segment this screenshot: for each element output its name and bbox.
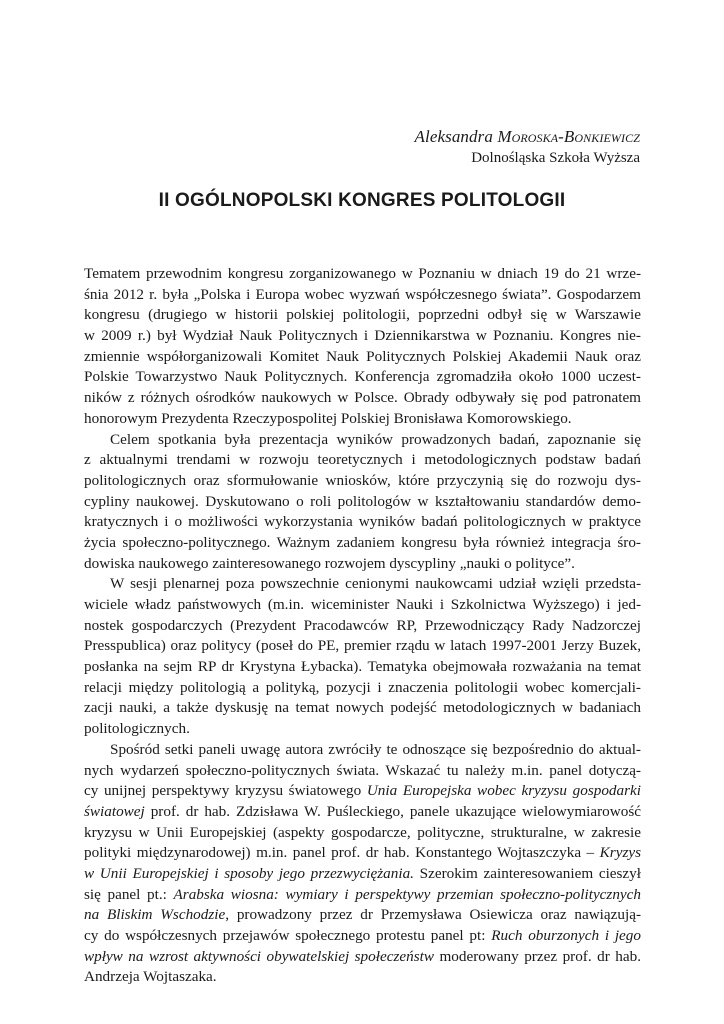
text-line <box>84 698 641 719</box>
text-line <box>84 430 641 451</box>
text-line <box>84 636 641 657</box>
text-segment: Andrzeja Wojtaszaka. <box>84 968 217 986</box>
italic-text: Arabska wiosna: wymiary i perspektywy przemian społeczno-politycznych <box>173 885 641 903</box>
paragraph <box>84 740 641 988</box>
text-segment: śnia 2012 r. była „Polska i Europa wobec wyzwań współczesnego świata”. Gospodarzem <box>84 285 641 303</box>
text-segment: kratycznych i o możliwości wykorzystania wyników badań politologicznych w praktyce <box>84 513 641 531</box>
text-line <box>84 305 641 326</box>
text-line <box>84 781 641 802</box>
text-segment: kryzysu w Unii Europejskiej (aspekty gospodarcze, polityczne, strukturalne, w zakresie <box>84 823 641 841</box>
text-segment: moderowany przez prof. dr hab. <box>433 947 641 965</box>
text-segment: zacji nauki, a także dyskusję na temat nowych podejść metodologicznych w badaniach <box>84 699 641 717</box>
text-segment: politologicznych oraz sformułowanie wniosków, które przyczynią się do rozwoju dys- <box>84 471 641 489</box>
italic-text: światowej <box>84 802 145 820</box>
text-line <box>84 926 641 947</box>
text-segment: się panel pt.: <box>84 885 174 903</box>
text-segment: polityki międzynarodowej) m.in. panel prof. dr hab. Konstantego Wojtaszczyka – <box>84 844 600 862</box>
author-affiliation: Dolnośląska Szkoła Wyższa <box>471 150 640 166</box>
text-line <box>84 595 641 616</box>
text-line <box>84 492 641 513</box>
text-line <box>84 554 641 575</box>
text-line <box>84 947 641 968</box>
text-line <box>84 512 641 533</box>
text-line <box>84 409 641 430</box>
text-segment: Tematem przewodnim kongresu zorganizowanego w Poznaniu w dniach 19 do 21 wrze- <box>84 265 641 282</box>
text-segment: Szerokim zainteresowaniem cieszył <box>413 864 641 882</box>
text-line <box>84 533 641 554</box>
text-segment: ników z różnych ośrodków naukowych w Polsce. Obrady odbywały się pod patronatem <box>84 389 641 407</box>
text-segment: zmiennie współorganizowali Komitet Nauk Politycznych Polskiej Akademii Nauk oraz <box>84 347 641 365</box>
paragraph <box>84 574 641 740</box>
text-segment: kongresu (drugiego w historii polskiej politologii, poprzedni odbył się w Warszawie <box>84 306 641 324</box>
author-name <box>415 126 640 148</box>
author-surname: Moroska-Bonkiewicz <box>497 127 640 146</box>
text-line <box>84 967 641 988</box>
text-line <box>84 471 641 492</box>
text-line <box>84 657 641 678</box>
text-line <box>84 885 641 906</box>
italic-text: Unia Europejska wobec kryzysu gospodarki <box>366 782 641 800</box>
article-body <box>84 264 641 988</box>
text-segment: cy unijnej perspektywy kryzysu światowego <box>84 782 367 800</box>
text-segment: cypliny naukowej. Dyskutowano o roli politologów w kształtowaniu standardów demo- <box>84 492 641 510</box>
text-segment: Celem spotkania była prezentacja wyników prowadzonych badań, zapoznanie się <box>110 430 641 448</box>
text-segment: , prowadzony przez dr Przemysława Osiewicza oraz nawiązują- <box>225 906 641 924</box>
text-line <box>84 347 641 368</box>
text-line <box>84 740 641 761</box>
text-segment: w 2009 r.) był Wydział Nauk Politycznych i Dziennikarstwa w Poznaniu. Kongres nie- <box>84 327 641 345</box>
text-segment: politologicznych. <box>84 720 190 738</box>
text-line <box>84 761 641 782</box>
text-line <box>84 843 641 864</box>
text-segment: Spośród setki paneli uwagę autora zwróciły te odnoszące się bezpośrednio do aktual- <box>110 740 641 758</box>
text-segment: cy do współczesnych przejawów społecznego protestu panel pt: <box>84 927 492 944</box>
text-segment: posłanka na sejm RP dr Krystyna Łybacka). Tematyka obejmowała rozważania na temat <box>84 658 641 676</box>
text-line <box>84 285 641 306</box>
text-segment: honorowym Prezydenta Rzeczypospolitej Polskiej Bronisława Komorowskiego. <box>84 409 572 427</box>
italic-text: Kryzys <box>599 844 641 862</box>
paragraph <box>84 430 641 575</box>
text-segment: nych wydarzeń społeczno-politycznych świata. Wskazać tu należy m.in. panel dotyczą- <box>84 761 641 779</box>
italic-text: wpływ na wzrost aktywności obywatelskiej społeczeństw <box>84 947 434 965</box>
paragraph <box>84 264 641 430</box>
text-segment: prof. dr hab. Zdzisława W. Puśleckiego, panele ukazujące wielowymiarowość <box>144 802 641 820</box>
article-title: II OGÓLNOPOLSKI KONGRES POLITOLOGII <box>158 190 566 211</box>
text-line <box>84 719 641 740</box>
text-line <box>84 450 641 471</box>
text-line <box>84 678 641 699</box>
text-line <box>84 388 641 409</box>
text-segment: W sesji plenarnej poza powszechnie cenionymi naukowcami udział wzięli przedsta- <box>110 575 641 593</box>
italic-text: w Unii Europejskiej i sposoby jego przezwyciężania. <box>84 864 414 882</box>
text-line <box>84 823 641 844</box>
text-line <box>84 616 641 637</box>
text-line <box>84 367 641 388</box>
text-segment: życia społeczno-politycznego. Ważnym zadaniem kongresu była również integracja śro- <box>84 533 641 551</box>
author-given-name: Aleksandra <box>414 127 493 146</box>
text-segment: Polskie Towarzystwo Nauk Politycznych. Konferencja zgromadziła około 1000 uczest- <box>84 368 641 386</box>
text-line <box>84 864 641 885</box>
text-segment: relacji między politologią a polityką, pozycji i znaczenia politologii wobec komercjali- <box>84 678 641 696</box>
italic-text: Ruch oburzonych i jego <box>491 927 641 944</box>
text-line <box>84 326 641 347</box>
text-segment: Presspublica) oraz politycy (poseł do PE, premier rządu w latach 1997-2001 Jerzy Buzek, <box>84 637 641 655</box>
text-line <box>84 574 641 595</box>
text-line <box>84 264 641 285</box>
text-segment: nostek gospodarczych (Prezydent Pracodawców RP, Przewodniczący Rady Nadzorczej <box>84 616 641 634</box>
author-block <box>415 126 640 168</box>
text-line <box>84 905 641 926</box>
text-line <box>84 802 641 823</box>
text-segment: wiciele władz państwowych (m.in. wiceminister Nauki i Szkolnictwa Wyższego) i jed- <box>84 596 641 613</box>
italic-text: na Bliskim Wschodzie <box>84 906 226 924</box>
text-segment: z aktualnymi trendami w rozwoju teoretycznych i metodologicznych podstaw badań <box>84 451 641 469</box>
text-segment: dowiska naukowego zainteresowanego rozwojem dyscypliny „nauki o polityce”. <box>84 554 575 572</box>
